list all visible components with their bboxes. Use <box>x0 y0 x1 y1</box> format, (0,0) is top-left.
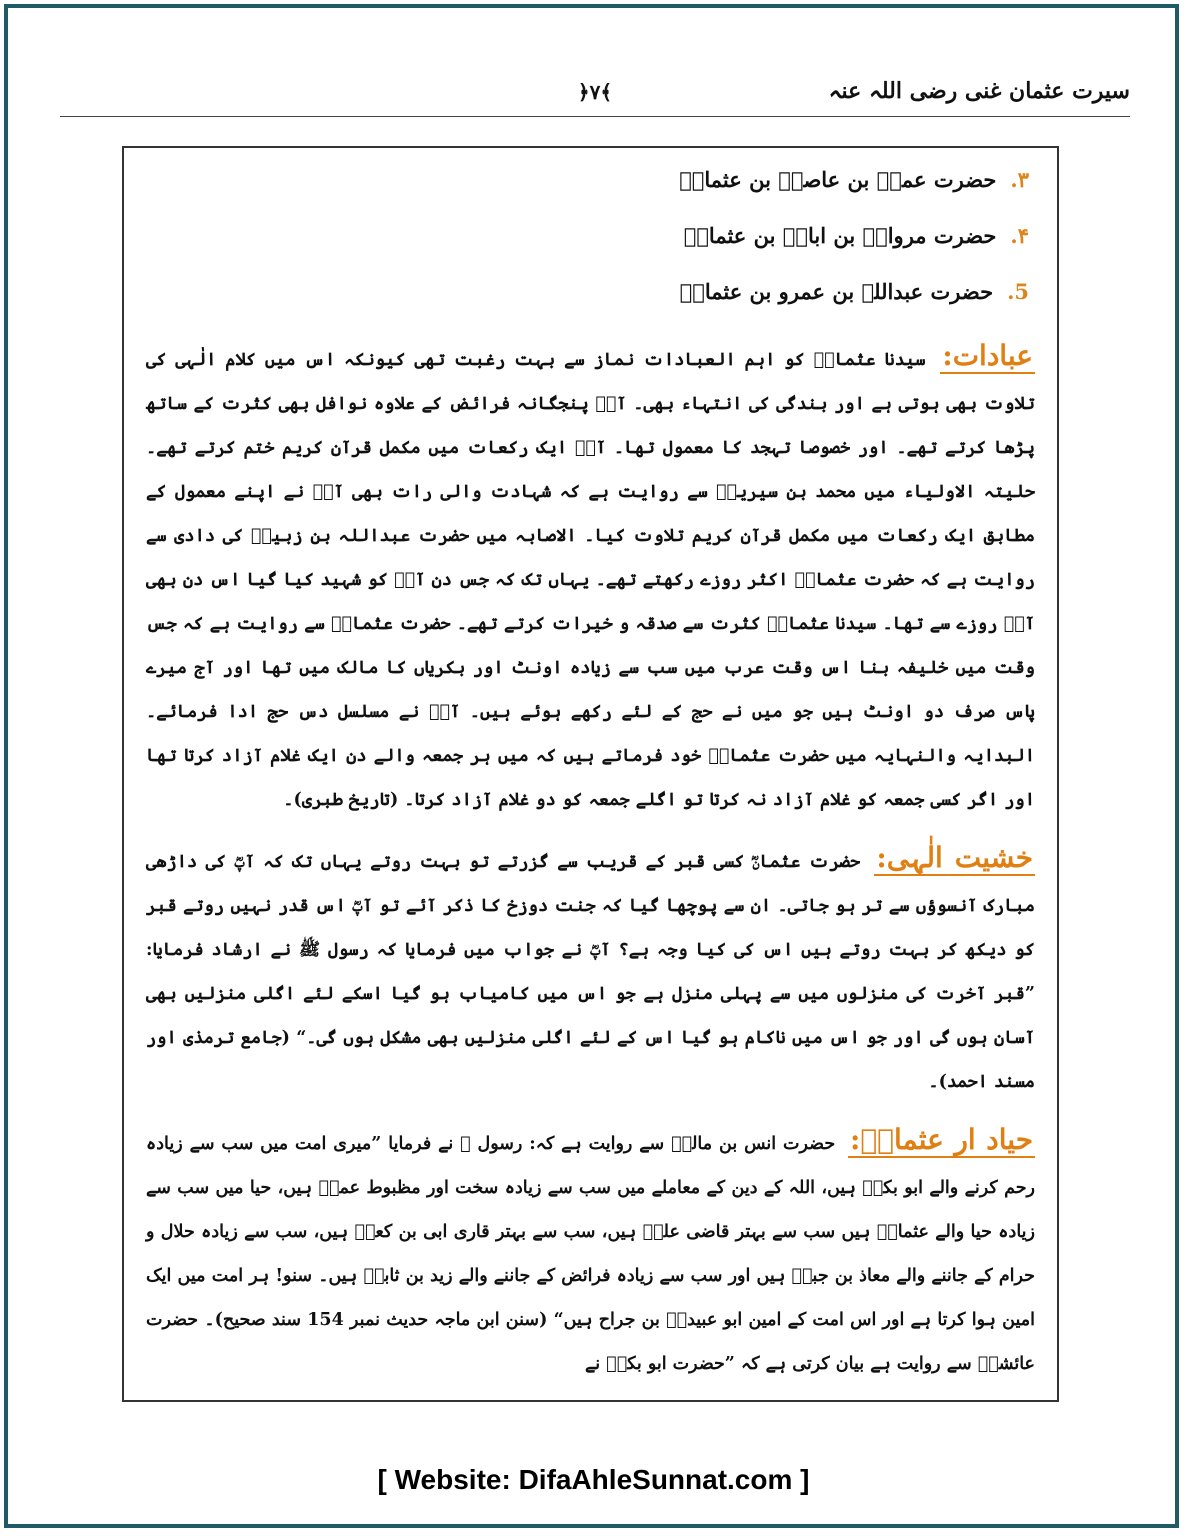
list-item <box>146 264 1035 320</box>
section-body: سیدنا عثمانؓ کو اہم العبادات نماز سے بہت رغبت تھی کیونکہ اس میں کلام الٰہی کی تلاوت بھی ہوتی ہے اور بندگی کی انتہاء بھی۔ آپؓ پنجگانہ فرائض کے علاوہ نوافل بھی کثرت کے ساتھ پڑھا کرتے تھے۔ اور خصوصا تہجد کا معمول تھا۔ آپؓ ایک رکعات میں مکمل قرآن کریم ختم کرتے تھے۔ حلیتہ الاولیاء میں محمد بن سیرینؒ سے روایت ہے کہ شہادت والی رات بھی آپؓ نے اپنے معمول کے مطابق ایک رکعات میں مکمل قرآن کریم تلاوت کیا۔ الاصابہ میں حضرت عبداللہ بن زبیرؓ کی دادی سے روایت ہے کہ حضرت عثمانؓ اکثر روزے رکھتے تھے۔ یہاں تک کہ جس دن آپؓ کو شہید کیا گیا اس دن بھی آپؓ روزے سے تھا۔ سیدنا عثمانؓ کثرت سے صدقہ و خیرات کرتے تھے۔ حضرت عثمانؓ سے روایت ہے کہ جس وقت میں خلیفہ بنا اس وقت عرب میں سب سے زیادہ اونٹ اور بکریاں کا مالک میں تھا اور آج میرے پاس صرف دو اونٹ ہیں جو میں نے حج کے لئے رکھے ہوئے ہیں۔ آپؓ نے مسلسل دس حج ادا فرمائے۔ البدایہ والنہایہ میں حضرت عثمانؓ خود فرماتے ہیں کہ میں ہر جمعہ والے دن ایک غلام آزاد کرتا تھا اور اگر کسی جمعہ کو غلام آزاد نہ کرتا تو اگلے جمعہ کو دو غلام آزاد کرتا۔ (تاریخ طبری)۔ <box>146 350 1035 810</box>
list-number: 5. <box>1007 279 1029 304</box>
content-area <box>122 146 1059 1402</box>
website-link[interactable]: [ Website: DifaAhleSunnat.com ] <box>377 1464 810 1495</box>
page-header <box>60 72 1130 122</box>
list-number: ۴. <box>1010 223 1029 248</box>
list-number: ۳. <box>1010 167 1029 192</box>
list-item <box>146 152 1035 208</box>
page-number: ﴿۷﴾ <box>577 80 613 104</box>
section-heading: خشیت الٰہی: <box>876 841 1033 874</box>
list-text: حضرت عمرؒ بن عاصمؒ بن عثمانؓ <box>679 167 997 192</box>
list-item <box>146 208 1035 264</box>
section-khashiyat <box>146 836 1035 1104</box>
running-title: سیرت عثمان غنی رضی اللہ عنہ <box>828 78 1130 104</box>
list-text: حضرت مروانؒ بن ابانؒ بن عثمانؓ <box>683 223 997 248</box>
section-heading: عبادات: <box>942 339 1033 372</box>
section-heading: حیاد ار عثمانؓ: <box>850 1123 1034 1156</box>
header-rule <box>60 116 1130 117</box>
list-text: حضرت عبداللہ بن عمرو بن عثمانؓ <box>679 279 994 304</box>
section-haya <box>146 1118 1035 1386</box>
section-body: حضرت انس بن مالکؓ سے روایت ہے کہ: رسول ﷺ نے فرمایا ”میری امت میں سب سے زیادہ رحم کرنے والے ابو بکرؓ ہیں، اللہ کے دین کے معاملے میں سب سے زیادہ سخت اور مظبوط عمرؓ ہیں، حیا میں سب سے زیادہ حیا والے عثمانؓ ہیں سب سے بہتر قاضی علیؓ ہیں، سب سے بہتر قاری ابی بن کعبؓ ہیں، سب سے زیادہ حلال و حرام کے جاننے والے معاذ بن جبلؓ ہیں اور سب سے زیادہ فرائض کے جاننے والے زید بن ثابتؓ ہیں۔ سنو! ہر امت میں ایک امین ہوا کرتا ہے اور اس امت کے امین ابو عبیدہؓ بن جراح ہیں“ (سنن ابن ماجہ حدیث نمبر 154 سند صحیح)۔ حضرت عائشہؓ سے روایت ہے بیان کرتی ہے کہ ”حضرت ابو بکرؓ نے <box>146 1134 1036 1374</box>
section-body: حضرت عثمانؓ کسی قبر کے قریب سے گزرتے تو بہت روتے یہاں تک کہ آپؓ کی داڑھی مبارک آنسوؤں سے تر ہو جاتی۔ ان سے پوچھا گیا کہ جنت دوزخ کا ذکر آئے تو آپؓ اس قدر نہیں روتے قبر کو دیکھ کر بہت روتے ہیں اس کی کیا وجہ ہے؟ آپؓ نے جواب میں فرمایا کہ رسول ﷺ نے ارشاد فرمایا: ”قبر آخرت کی منزلوں میں سے پہلی منزل ہے جو اس میں کامیاب ہو گیا اسکے لئے اگلی منزلیں بھی آسان ہوں گی اور جو اس میں ناکام ہو گیا اس کے لئے اگلی منزلیں بھی مشکل ہوں گی۔“ (جامع ترمذی اور مسند احمد)۔ <box>146 852 1035 1092</box>
section-ibadat <box>146 334 1035 822</box>
